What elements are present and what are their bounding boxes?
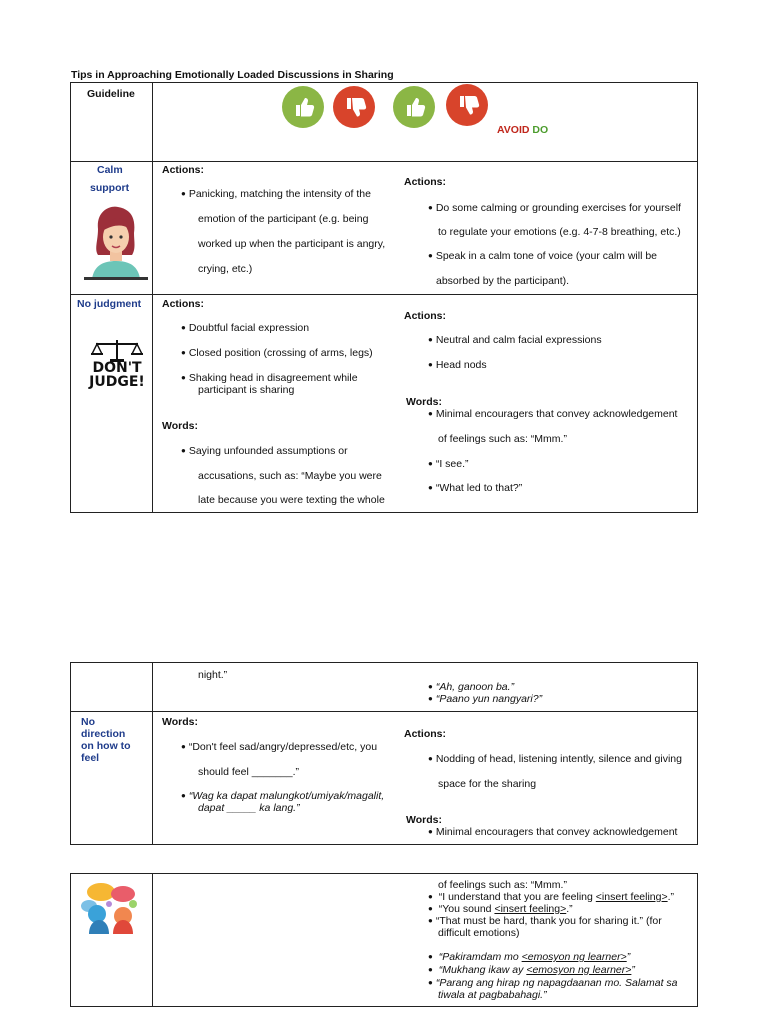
direction-do-word: ● Minimal encouragers that convey acknowledgement [428, 826, 677, 838]
judgment-do-word: ● Minimal encouragers that convey acknowledgement [428, 408, 677, 420]
support-label: support [90, 182, 130, 194]
calm-do-item-cont: to regulate your emotions (e.g. 4-7-8 breathing, etc.) [438, 226, 681, 238]
direction-do-actions-heading: Actions: [404, 728, 446, 740]
direction-avoid-word: ● “Don't feel sad/angry/depressed/etc, you [181, 741, 377, 753]
judgment-do-item: ● Head nods [428, 359, 487, 371]
continued-do-word: ● “Ah, ganoon ba.” [428, 681, 514, 693]
thumbs-up-icon [393, 86, 435, 128]
calm-avoid-item: ● Panicking, matching the intensity of the [181, 188, 371, 200]
do-word-item: ● “That must be hard, thank you for sharing it.” (for [428, 915, 662, 927]
direction-avoid-words-heading: Words: [162, 716, 198, 728]
column-divider [152, 663, 153, 844]
calm-avoid-item-cont: emotion of the participant (e.g. being [198, 213, 369, 225]
do-word-item: ● “I understand that you are feeling <insert feeling>.” [428, 891, 674, 903]
no-direction-label: No direction on how to feel [81, 716, 131, 764]
calm-do-item: ● Speak in a calm tone of voice (your calm will be [428, 250, 657, 262]
avoid-do-legend [497, 124, 548, 136]
judgment-avoid-word: ● Saying unfounded assumptions or [181, 445, 348, 457]
dont-judge-logo [88, 338, 146, 398]
do-word-item: ● “Mukhang ikaw ay <emosyon ng learner>” [428, 964, 635, 976]
calm-do-actions-heading: Actions: [404, 176, 446, 188]
calm-do-item: ● Do some calming or grounding exercises for yourself [428, 202, 681, 214]
judgment-do-words-heading: Words: [406, 396, 442, 408]
thumbs-up-icon [282, 86, 324, 128]
thumbs-down-icon [333, 86, 375, 128]
direction-do-item: ● Nodding of head, listening intently, silence and giving [428, 753, 682, 765]
column-divider [152, 83, 153, 512]
judgment-avoid-item: ● Shaking head in disagreement while [181, 372, 358, 384]
judgment-avoid-item: ● Doubtful facial expression [181, 322, 309, 334]
acknowledgement-cont: of feelings such as: “Mmm.” [438, 879, 567, 891]
row-divider [71, 161, 697, 162]
thumbs-down-icon [446, 84, 488, 126]
do-word-item: ● “You sound <insert feeling>.” [428, 903, 573, 915]
do-label: DO [532, 124, 549, 136]
continued-avoid-text: night.” [198, 669, 228, 681]
continued-do-word: ● “Paano yun nangyari?” [428, 693, 542, 705]
calm-avoid-item-cont: crying, etc.) [198, 263, 253, 275]
avoid-label: AVOID [497, 124, 530, 136]
calm-do-item-cont: absorbed by the participant). [436, 275, 570, 287]
document-title: Tips in Approaching Emotionally Loaded Discussions in Sharing [71, 69, 394, 81]
judge-text: JUDGE! [89, 374, 145, 390]
dont-text: DON'T [92, 360, 142, 376]
judgment-do-item: ● Neutral and calm facial expressions [428, 334, 602, 346]
direction-avoid-word-cont: should feel _______.” [198, 766, 299, 778]
direction-avoid-word: ● “Wag ka dapat malungkot/umiyak/magalit, [181, 790, 384, 802]
judgment-do-word: ● “I see.” [428, 458, 469, 470]
judgment-avoid-words-heading: Words: [162, 420, 198, 432]
calm-label: Calm [97, 164, 123, 176]
judgment-do-actions-heading: Actions: [404, 310, 446, 322]
do-word-item: ● “Pakiramdam mo <emosyon ng learner>” [428, 951, 630, 963]
judgment-avoid-actions-heading: Actions: [162, 298, 204, 310]
direction-avoid-word-cont: dapat _____ ka lang.” [198, 802, 300, 814]
do-word-item: ● “Parang ang hirap ng napagdaanan mo. Salamat sa [428, 977, 678, 989]
direction-do-item-cont: space for the sharing [438, 778, 537, 790]
do-word-item-cont: difficult emotions) [438, 927, 520, 939]
direction-do-words-heading: Words: [406, 814, 442, 826]
do-word-item-cont: tiwala at pagbabahagi.” [438, 989, 547, 1001]
judgment-avoid-word-cont: late because you were texting the whole [198, 494, 385, 506]
judgment-do-word: ● “What led to that?” [428, 482, 522, 494]
no-judgment-label: No judgment [77, 298, 142, 310]
calm-avoid-actions-heading: Actions: [162, 164, 204, 176]
judgment-avoid-item-cont: participant is sharing [198, 384, 295, 396]
judgment-do-word-cont: of feelings such as: “Mmm.” [438, 433, 567, 445]
column-divider [152, 874, 153, 1006]
people-talking-illustration [79, 880, 141, 936]
calm-avoid-item-cont: worked up when the participant is angry, [198, 238, 386, 250]
row-divider [71, 711, 697, 712]
guideline-header: Guideline [87, 88, 135, 100]
judgment-avoid-item: ● Closed position (crossing of arms, legs) [181, 347, 373, 359]
woman-avatar [84, 201, 148, 281]
judgment-avoid-word-cont: accusations, such as: “Maybe you were [198, 470, 382, 482]
